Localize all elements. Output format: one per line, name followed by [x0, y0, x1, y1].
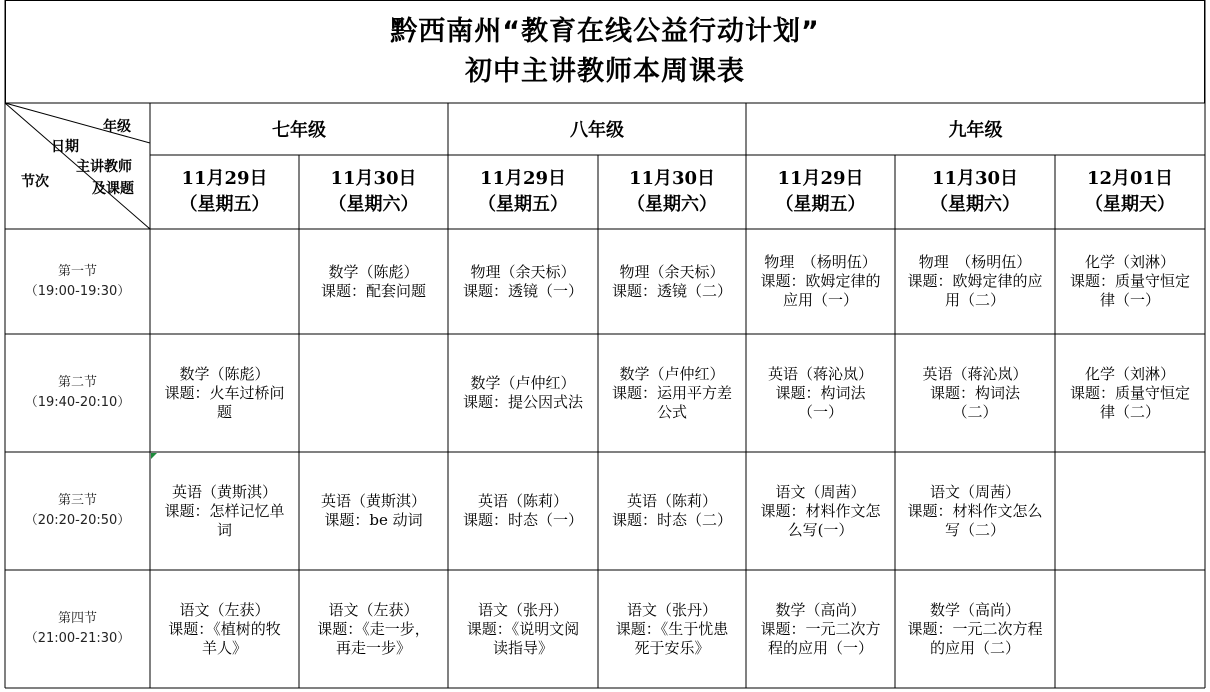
period-name: 第一节 [57, 263, 97, 279]
course-cell [448, 452, 598, 570]
corner-teacher-label: 主讲教师 [76, 159, 132, 175]
course-cell [1055, 570, 1205, 688]
course-teacher: 物理 （杨明伍） [918, 253, 1032, 271]
course-topic: 么写(一） [787, 520, 854, 539]
period-label [5, 452, 150, 570]
grade-header-8: 八年级 [570, 120, 624, 141]
course-cell [299, 452, 448, 570]
course-teacher: 数学（陈彪） [179, 364, 270, 383]
course-topic: 课题：《植树的牧 [168, 619, 281, 638]
date-day: 11月29日 [777, 168, 864, 189]
course-topic: 课题：怎样记忆单 [164, 501, 285, 520]
course-teacher: 语文（周茜） [775, 482, 866, 501]
course-cell [1055, 452, 1205, 570]
course-topic: 课题：质量守恒定 [1069, 272, 1190, 290]
course-topic: 课题：材料作文怎么 [907, 501, 1043, 520]
course-cell [746, 570, 895, 688]
course-topic: 课题：be 动词 [324, 511, 423, 529]
course-teacher: 化学（刘淋） [1084, 364, 1175, 383]
date-header [299, 155, 448, 229]
course-teacher: 数学（卢仲红） [619, 364, 725, 383]
course-teacher: 数学（陈彪） [328, 262, 419, 281]
period-label [5, 229, 150, 334]
course-cell [598, 570, 746, 688]
date-day: 11月30日 [330, 168, 417, 189]
corner-date-label: 日期 [51, 139, 79, 155]
course-topic: 课题：时态（二） [611, 511, 732, 529]
corner-grade-label: 年级 [103, 119, 131, 135]
course-cell [598, 334, 746, 452]
course-cell [150, 334, 299, 452]
course-teacher: 语文（左获） [179, 600, 270, 619]
course-topic: 课题：透镜（一） [462, 281, 583, 300]
course-cell [150, 570, 299, 688]
course-topic: 课题：构词法 [775, 383, 866, 402]
course-cell [895, 452, 1055, 570]
course-cell [448, 229, 598, 334]
course-teacher: 物理 （杨明伍） [764, 253, 877, 271]
course-cell [299, 570, 448, 688]
course-topic: 课题：火车过桥问 [164, 383, 285, 402]
date-header [1055, 155, 1205, 229]
period-label [5, 334, 150, 452]
course-cell [895, 570, 1055, 688]
course-teacher: 英语（蒋沁岚） [767, 364, 873, 383]
course-cell [895, 229, 1055, 334]
course-cell [598, 229, 746, 334]
course-topic: 公式 [656, 402, 687, 421]
course-topic: 再走一步》 [335, 638, 411, 657]
course-topic: 的应用（二） [929, 638, 1020, 657]
period-time: （20:20-20:50） [24, 513, 131, 528]
course-topic: 课题：一元二次方 [760, 619, 881, 638]
course-topic: 课题：一元二次方程 [907, 619, 1043, 638]
date-weekday: （星期六） [328, 194, 419, 215]
date-weekday: （星期六） [627, 194, 717, 215]
date-header [448, 155, 598, 229]
course-topic: 课题：《说明文阅 [466, 619, 580, 638]
course-teacher: 语文（周茜） [929, 482, 1020, 501]
course-cell [150, 229, 299, 334]
course-teacher: 英语（陈莉） [626, 492, 717, 510]
date-day: 12月01日 [1086, 168, 1174, 189]
course-cell [1055, 334, 1205, 452]
course-teacher: 数学（卢仲红） [470, 374, 576, 392]
period-time: （19:00-19:30） [24, 283, 131, 299]
course-topic: 律（一） [1099, 291, 1160, 309]
course-topic: 律（二） [1099, 402, 1160, 421]
title-line-2: 初中主讲教师本周课表 [465, 55, 745, 87]
date-weekday: （星期五） [775, 194, 866, 215]
course-topic: 课题：透镜（二） [611, 281, 732, 300]
corner-topic-label: 及课题 [92, 181, 134, 197]
page-title [5, 0, 1205, 103]
course-cell [448, 334, 598, 452]
course-topic: 课题：材料作文怎 [760, 501, 881, 520]
course-cell [1055, 229, 1205, 334]
course-teacher: 英语（蒋沁岚） [922, 364, 1028, 383]
period-name: 第四节 [57, 611, 97, 626]
date-header [746, 155, 895, 229]
course-cell [746, 229, 895, 334]
course-teacher: 物理（余天标） [470, 262, 576, 281]
course-topic: 应用（一） [782, 291, 858, 309]
course-cell [299, 334, 448, 452]
title-line-1: 黔西南州“教育在线公益行动计划” [390, 15, 820, 47]
cell-comment-marker [151, 453, 157, 459]
course-topic: （二） [952, 402, 998, 421]
course-topic: 读指导》 [492, 638, 553, 657]
course-topic: 课题：《走一步， [317, 619, 430, 638]
corner-period-label: 节次 [21, 174, 49, 190]
course-teacher: 英语（黄斯淇） [320, 492, 426, 510]
period-time: （21:00-21:30） [24, 631, 131, 646]
course-topic: 课题：欧姆定律的 [760, 272, 881, 290]
date-header [598, 155, 746, 229]
period-name: 第三节 [57, 493, 97, 508]
course-topic: 写（二） [944, 520, 1005, 539]
grade-header-9: 九年级 [948, 120, 1003, 141]
course-teacher: 语文（张丹） [477, 600, 568, 619]
period-label [5, 570, 150, 688]
course-topic: 程的应用（一） [767, 638, 873, 657]
grade-header-7: 七年级 [272, 120, 326, 141]
course-teacher: 英语（陈莉） [477, 492, 568, 510]
date-weekday: （星期六） [930, 194, 1020, 215]
date-header [895, 155, 1055, 229]
date-header [150, 155, 299, 229]
date-weekday: （星期五） [179, 194, 270, 215]
course-topic: 课题：构词法 [929, 383, 1020, 402]
course-topic: 题 [216, 402, 232, 421]
course-cell [299, 229, 448, 334]
course-teacher: 数学（高尚） [929, 600, 1020, 619]
period-time: （19:40-20:10） [24, 395, 131, 410]
period-name: 第二节 [57, 375, 97, 390]
course-cell [895, 334, 1055, 452]
course-topic: 羊人》 [201, 638, 247, 657]
course-topic: 课题：欧姆定律的应 [907, 272, 1043, 290]
course-cell [150, 452, 299, 570]
course-topic: （一） [797, 402, 843, 421]
course-topic: 死于安乐》 [634, 638, 710, 657]
course-topic: 课题：《生于忧患 [615, 619, 729, 638]
course-teacher: 数学（高尚） [775, 600, 866, 619]
course-topic: 词 [216, 520, 232, 539]
course-teacher: 英语（黄斯淇） [171, 482, 277, 501]
course-cell [448, 570, 598, 688]
course-cell [746, 334, 895, 452]
date-day: 11月30日 [628, 168, 716, 189]
course-topic: 课题：配套问题 [320, 281, 426, 300]
course-topic: 用（二） [944, 291, 1005, 309]
course-topic: 课题：运用平方差 [611, 383, 732, 402]
date-weekday: （星期五） [478, 194, 568, 215]
date-weekday: （星期天） [1085, 194, 1175, 215]
date-day: 11月29日 [479, 168, 567, 189]
course-topic: 课题：提公因式法 [462, 393, 583, 411]
course-topic: 课题：质量守恒定 [1069, 383, 1190, 402]
course-teacher: 化学（刘淋） [1084, 253, 1175, 271]
course-teacher: 语文（张丹） [626, 600, 717, 619]
date-day: 11月29日 [181, 168, 268, 189]
date-day: 11月30日 [931, 168, 1019, 189]
course-teacher: 语文（左获） [328, 600, 419, 619]
course-cell [598, 452, 746, 570]
course-cell [746, 452, 895, 570]
course-teacher: 物理（余天标） [619, 262, 725, 281]
course-topic: 课题：时态（一） [462, 511, 583, 529]
